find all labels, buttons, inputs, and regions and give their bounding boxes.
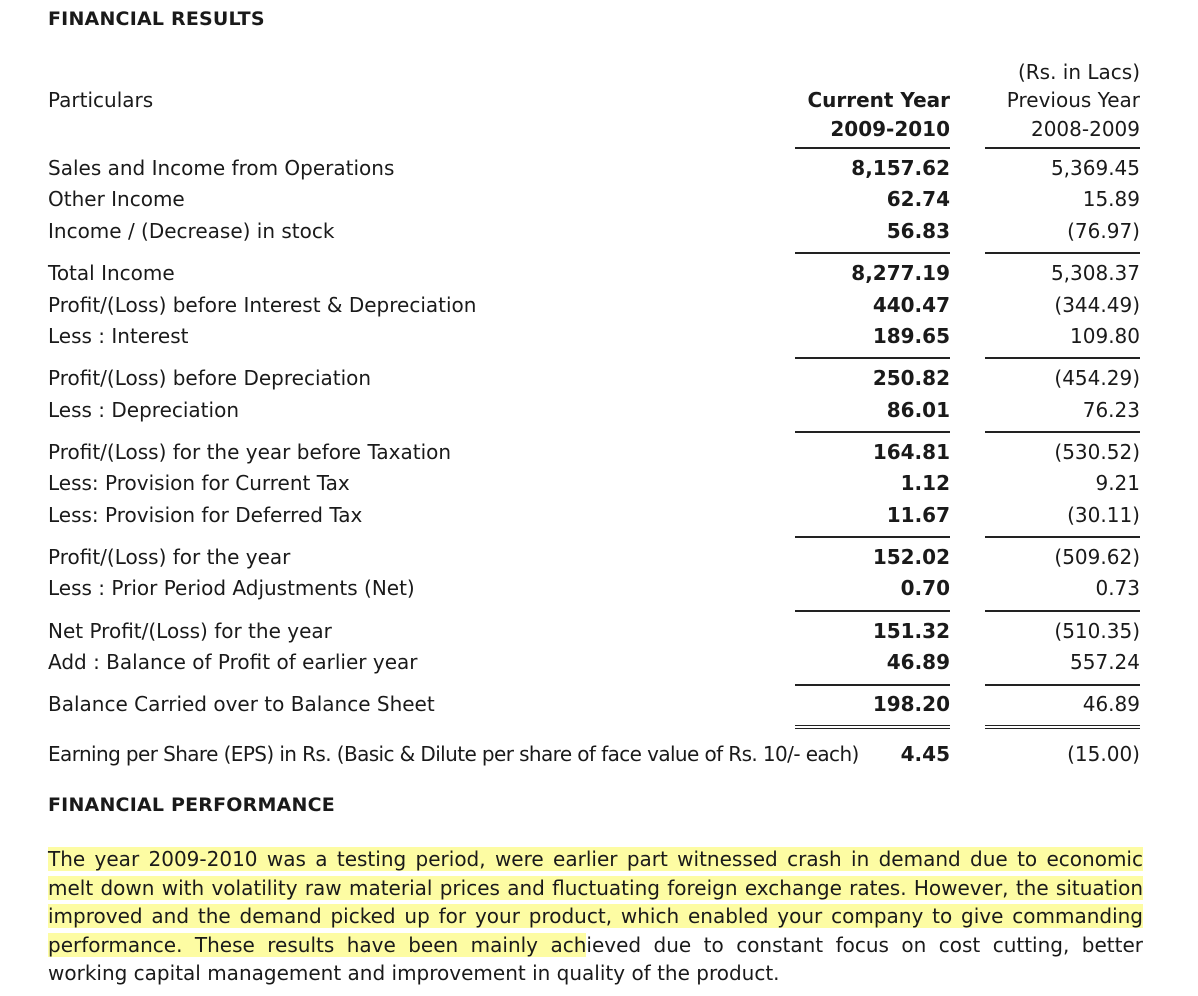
column-rule [985, 147, 1140, 149]
subtotal-rule [795, 684, 950, 686]
row-label: Profit/(Loss) before Depreciation [48, 366, 372, 390]
previous-value: 15.89 [1082, 187, 1140, 211]
subtotal-rule [795, 252, 950, 254]
current-value: 440.47 [872, 293, 950, 317]
row-label: Balance Carried over to Balance Sheet [48, 692, 435, 716]
current-value: 250.82 [872, 366, 950, 390]
row-label: Less : Interest [48, 324, 189, 348]
subtotal-rule [985, 252, 1140, 254]
previous-value: (15.00) [1067, 742, 1140, 766]
subtotal-rule [985, 684, 1140, 686]
subtotal-rule [795, 536, 950, 538]
previous-value: (30.11) [1067, 503, 1140, 527]
row-label: Income / (Decrease) in stock [48, 219, 335, 243]
row-label: Less: Provision for Deferred Tax [48, 503, 363, 527]
previous-value: 76.23 [1082, 398, 1140, 422]
current-value: 1.12 [900, 471, 950, 495]
unit-note: (Rs. in Lacs) [1017, 60, 1140, 84]
subtotal-rule [795, 431, 950, 433]
current-value: 86.01 [886, 398, 950, 422]
current-year-period: 2009-2010 [830, 117, 950, 141]
row-label: Less : Depreciation [48, 398, 239, 422]
previous-value: (344.49) [1054, 293, 1140, 317]
previous-value: 0.73 [1095, 576, 1140, 600]
financial-performance-heading: FINANCIAL PERFORMANCE [48, 794, 335, 816]
previous-value: 46.89 [1082, 692, 1140, 716]
row-label: Less: Provision for Current Tax [48, 471, 350, 495]
previous-value: (510.35) [1054, 619, 1140, 643]
particulars-header: Particulars [48, 88, 154, 112]
previous-value: (509.62) [1054, 545, 1140, 569]
subtotal-rule [985, 357, 1140, 359]
previous-value: (454.29) [1054, 366, 1140, 390]
highlighted-text: The year 2009-2010 was a testing period, were earlier part witnessed crash in demand due to economic melt down with volatility raw material prices and fluctuating foreign exchange rates. However, the situation improved and the demand picked up for your product, which enabled your company to give commanding performance. These results have been mainly ach [48, 847, 1143, 957]
performance-paragraph [48, 845, 1143, 988]
row-label: Earning per Share (EPS) in Rs. (Basic & Dilute per share of face value of Rs. 10/- each) [48, 742, 859, 766]
row-label: Total Income [48, 261, 175, 285]
previous-value: 9.21 [1095, 471, 1140, 495]
current-year-header: Current Year [807, 88, 950, 112]
current-value: 8,157.62 [851, 156, 950, 180]
row-label: Add : Balance of Profit of earlier year [48, 650, 418, 674]
row-label: Profit/(Loss) for the year before Taxation [48, 440, 452, 464]
total-double-rule [985, 725, 1140, 729]
previous-value: (530.52) [1054, 440, 1140, 464]
subtotal-rule [795, 610, 950, 612]
column-rule [795, 147, 950, 149]
previous-year-header: Previous Year [1006, 88, 1140, 112]
previous-value: (76.97) [1067, 219, 1140, 243]
current-value: 198.20 [872, 692, 950, 716]
current-value: 4.45 [900, 742, 950, 766]
current-value: 152.02 [872, 545, 950, 569]
current-value: 189.65 [872, 324, 950, 348]
current-value: 0.70 [900, 576, 950, 600]
previous-value: 557.24 [1070, 650, 1140, 674]
plain-text: ieved due to constant focus on cost cutting, better working capital management and improvement in quality of the product. [48, 932, 1144, 985]
current-value: 62.74 [886, 187, 950, 211]
row-label: Less : Prior Period Adjustments (Net) [48, 576, 415, 600]
subtotal-rule [985, 610, 1140, 612]
current-value: 46.89 [886, 650, 950, 674]
current-value: 164.81 [872, 440, 950, 464]
subtotal-rule [985, 536, 1140, 538]
previous-value: 109.80 [1070, 324, 1140, 348]
previous-year-period: 2008-2009 [1030, 117, 1140, 141]
row-label: Sales and Income from Operations [48, 156, 395, 180]
subtotal-rule [795, 357, 950, 359]
current-value: 8,277.19 [851, 261, 950, 285]
row-label: Other Income [48, 187, 185, 211]
current-value: 11.67 [886, 503, 950, 527]
row-label: Profit/(Loss) before Interest & Depreciation [48, 293, 477, 317]
total-double-rule [795, 725, 950, 729]
current-value: 56.83 [886, 219, 950, 243]
current-value: 151.32 [872, 619, 950, 643]
row-label: Net Profit/(Loss) for the year [48, 619, 332, 643]
previous-value: 5,369.45 [1050, 156, 1140, 180]
previous-value: 5,308.37 [1050, 261, 1140, 285]
financial-results-heading: FINANCIAL RESULTS [48, 8, 265, 30]
row-label: Profit/(Loss) for the year [48, 545, 291, 569]
subtotal-rule [985, 431, 1140, 433]
